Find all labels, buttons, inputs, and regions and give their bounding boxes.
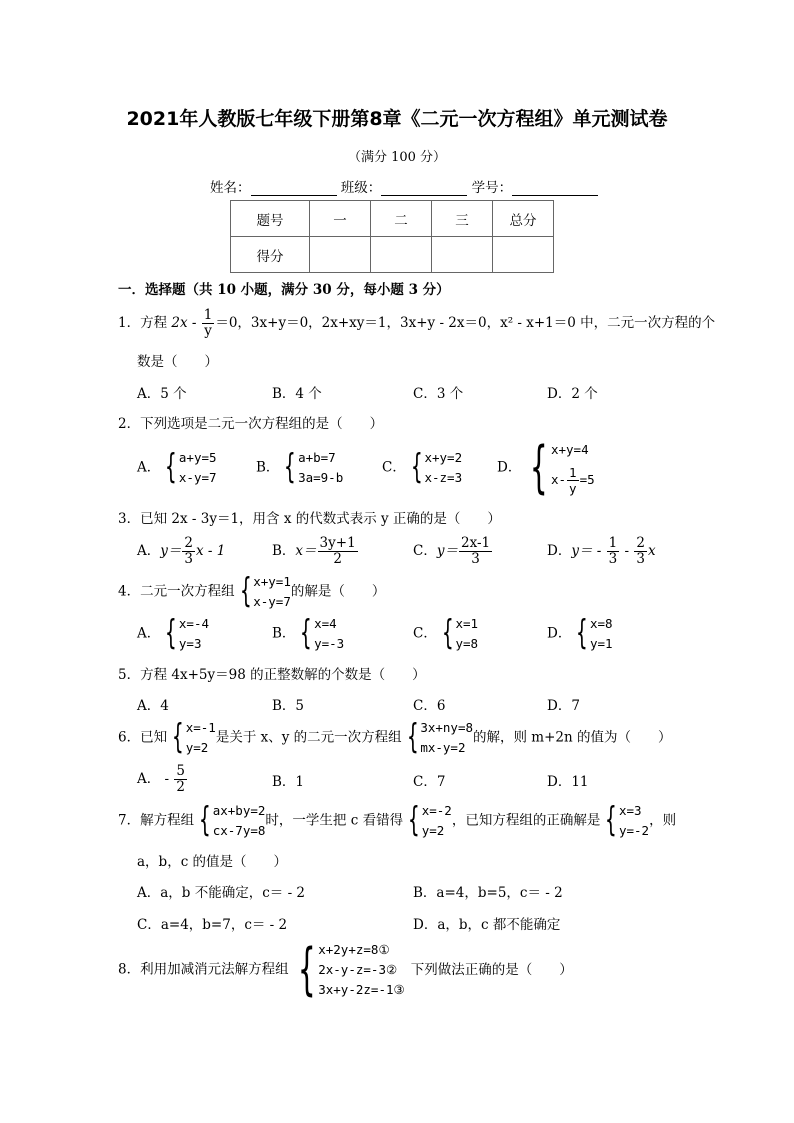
stem-text: 时，一学生把 c 看错得 — [265, 812, 404, 829]
equation-system — [406, 448, 462, 488]
equation: a+y=5 — [178, 450, 217, 465]
fraction — [318, 536, 358, 567]
option-label: B． — [272, 625, 296, 642]
class-label: 班级： — [340, 180, 382, 196]
question-2-stem: 2．下列选项是二元一次方程组的是（ ） — [118, 416, 384, 432]
expr-part: x — [647, 543, 656, 559]
equation-system — [194, 801, 265, 841]
fraction-numerator: 2x-1 — [460, 535, 491, 551]
stem-text: 6．已知 — [118, 729, 168, 746]
left-brace: { — [576, 613, 589, 653]
expr-part: y＝ - — [571, 543, 606, 559]
equation: y=2 — [185, 740, 209, 755]
fraction-denominator: y — [569, 480, 577, 496]
q7-option-a[interactable]: A．a，b 不能确定，c＝ - 2 — [137, 885, 306, 901]
q2-option-b[interactable] — [256, 448, 343, 488]
equation: y=3 — [178, 636, 202, 651]
option-label: D． — [547, 625, 572, 642]
equation-system — [167, 718, 216, 758]
score-cell[interactable] — [432, 237, 493, 273]
equation: x+y=4 — [550, 442, 589, 458]
equation: x=-2 — [421, 803, 452, 818]
score-table-header-row — [231, 201, 554, 237]
id-blank[interactable] — [512, 181, 598, 196]
q3-option-c[interactable] — [413, 536, 493, 567]
left-brace: { — [239, 571, 252, 611]
stem-text: 是关于 x、y 的二元一次方程组 — [215, 729, 402, 746]
equation: x+2y+z=8① — [318, 942, 390, 957]
q1-option-c[interactable]: C．3 个 — [413, 386, 464, 402]
option-label: B． — [256, 459, 280, 476]
q7-option-c[interactable]: C．a=4，b=7，c＝ - 2 — [137, 917, 288, 933]
stem-text: 的解是（ ） — [290, 583, 386, 600]
q3-option-a[interactable] — [137, 536, 225, 567]
left-brace: { — [407, 800, 420, 840]
fraction-denominator: 3 — [636, 551, 645, 567]
name-label: 姓名： — [210, 180, 251, 196]
equation: 3x+ny=8 — [420, 720, 473, 735]
expr-part: y＝ — [436, 543, 458, 559]
student-info — [210, 176, 598, 196]
stem-text: ，则 — [649, 812, 677, 829]
option-label: A． — [137, 625, 161, 642]
equation-system — [403, 801, 452, 841]
equation: 2x-y-z=-3② — [318, 962, 398, 977]
score-row-label: 得分 — [231, 237, 310, 273]
expr-part: - — [620, 543, 634, 559]
q4-option-a[interactable] — [137, 614, 209, 654]
score-table-header: 总分 — [493, 201, 554, 237]
left-brace: { — [198, 800, 211, 840]
q4-option-d[interactable] — [547, 614, 613, 654]
option-label: C． — [413, 543, 437, 559]
q6-option-c[interactable]: C．7 — [413, 774, 446, 790]
q6-option-d[interactable]: D．11 — [547, 774, 589, 790]
left-brace: { — [297, 937, 316, 1002]
equation: x-z=3 — [424, 470, 463, 485]
expr-part: y＝ — [160, 543, 182, 559]
equation: y=1 — [589, 636, 613, 651]
left-brace: { — [605, 800, 618, 840]
stem-text: ，已知方程组的正确解是 — [451, 812, 601, 829]
q2-option-a[interactable] — [137, 448, 217, 488]
option-label: C． — [382, 459, 406, 476]
class-blank[interactable] — [381, 181, 467, 196]
fraction — [459, 536, 492, 567]
q1-fraction — [202, 308, 215, 339]
expr-part: x - 1 — [195, 543, 226, 559]
q1-option-a[interactable]: A．5 个 — [137, 386, 187, 402]
page-title: 2021年人教版七年级下册第8章《二元一次方程组》单元测试卷 — [126, 108, 668, 130]
id-label: 学号： — [471, 180, 513, 196]
equation: x-y=7 — [178, 470, 217, 485]
question-8-stem — [118, 937, 573, 1002]
equation: x+y=2 — [424, 450, 463, 465]
equation-part: x- — [550, 471, 567, 487]
fraction — [607, 536, 620, 567]
fraction-denominator: 3 — [608, 551, 618, 567]
fraction-numerator: 5 — [176, 763, 185, 779]
stem-text: 7．解方程组 — [118, 812, 195, 829]
equation-system — [160, 448, 216, 488]
left-brace: { — [165, 447, 178, 487]
score-table — [230, 200, 554, 273]
question-6-stem — [118, 718, 671, 758]
option-label: A． — [137, 459, 161, 476]
fraction-numerator: 1 — [203, 307, 213, 323]
question-7-stem — [118, 801, 676, 841]
equation — [551, 465, 595, 496]
left-brace: { — [410, 447, 423, 487]
option-label: D． — [497, 459, 522, 476]
score-cell[interactable] — [493, 237, 554, 273]
q3-option-b[interactable] — [272, 536, 359, 567]
equation: 3x+y-2z=-1③ — [318, 982, 405, 997]
equation: y=2 — [421, 823, 445, 838]
equation-system — [402, 718, 473, 758]
fraction-denominator: 3 — [471, 551, 480, 567]
equation: y=8 — [455, 636, 479, 651]
left-brace: { — [165, 613, 178, 653]
question-3-stem: 3．已知 2x - 3y＝1，用含 x 的代数式表示 y 正确的是（ ） — [118, 511, 501, 527]
stem-text: 4．二元一次方程组 — [118, 583, 235, 600]
fraction-numerator: 3y+1 — [319, 535, 356, 551]
option-label: B． — [272, 543, 296, 559]
q6-option-a[interactable] — [137, 764, 188, 795]
question-1-stem — [118, 308, 715, 339]
fraction-numerator: 2 — [184, 535, 193, 551]
left-brace: { — [171, 717, 184, 757]
left-brace: { — [406, 717, 419, 757]
equation-system — [571, 614, 612, 654]
score-table-header: 二 — [371, 201, 432, 237]
q3-option-d[interactable] — [547, 536, 656, 567]
q1-option-b[interactable]: B．4 个 — [272, 386, 322, 402]
equation: x=1 — [455, 616, 479, 631]
fraction-denominator: 3 — [184, 551, 193, 567]
fraction-denominator: y — [204, 323, 212, 339]
equation-system — [289, 937, 405, 1002]
score-table-header: 三 — [432, 201, 493, 237]
section-heading: 一．选择题（共 10 小题，满分 30 分，每小题 3 分） — [118, 282, 450, 298]
equation-system — [521, 435, 595, 500]
q7-option-d[interactable]: D．a，b，c 都不能确定 — [413, 917, 561, 933]
equation: mx-y=2 — [420, 740, 466, 755]
equation-system — [235, 572, 291, 612]
question-1-stem-cont: 数是（ ） — [137, 354, 218, 370]
equation: a+b=7 — [298, 450, 336, 465]
expr-part: x＝ — [295, 543, 317, 559]
fraction-numerator: 1 — [569, 464, 577, 480]
q5-option-d[interactable]: D．7 — [547, 698, 580, 714]
equation: x-y=7 — [253, 594, 291, 609]
left-brace: { — [284, 447, 297, 487]
fraction — [634, 536, 647, 567]
score-table-header: 一 — [310, 201, 371, 237]
q1-option-d[interactable]: D．2 个 — [547, 386, 598, 402]
q2-option-d[interactable] — [497, 435, 595, 500]
name-blank[interactable] — [251, 181, 337, 196]
q1-number: 1．方程 — [118, 315, 172, 331]
equation-system — [295, 614, 344, 654]
q1-text: ＝0，3x+y＝0，2x+xy＝1，3x+y - 2x＝0，x² - x+1＝0 中，二元一次方程的个 — [215, 315, 716, 331]
equation: 3a=9-b — [298, 470, 344, 485]
q4-option-c[interactable] — [413, 614, 478, 654]
equation: x=8 — [589, 616, 613, 631]
q5-option-c[interactable]: C．6 — [413, 698, 446, 714]
equation: x=-1 — [185, 720, 216, 735]
option-label: C． — [413, 625, 437, 642]
question-4-stem — [118, 572, 385, 612]
fraction-numerator: 1 — [608, 535, 618, 551]
option-label: D． — [547, 543, 572, 559]
stem-text: 下列做法正确的是（ ） — [410, 961, 573, 978]
equation-part: =5 — [579, 471, 595, 487]
equation: y=-3 — [314, 636, 345, 651]
fraction — [567, 465, 579, 496]
equation: cx-7y=8 — [212, 823, 266, 838]
q5-option-b[interactable]: B．5 — [272, 698, 305, 714]
equation-system — [600, 801, 649, 841]
equation: ax+by=2 — [212, 803, 266, 818]
equation: x=-4 — [178, 616, 209, 631]
score-table-header: 题号 — [231, 201, 310, 237]
fraction — [174, 764, 187, 795]
full-score-note: （满分 100 分） — [347, 150, 447, 165]
expr-part: - — [160, 771, 174, 787]
fraction-numerator: 2 — [636, 535, 645, 551]
score-cell[interactable] — [371, 237, 432, 273]
left-brace: { — [530, 435, 549, 500]
question-7-stem-cont: a，b，c 的值是（ ） — [137, 854, 288, 870]
left-brace: { — [441, 613, 454, 653]
equation-system — [279, 448, 343, 488]
equation: x+y=1 — [253, 574, 291, 589]
option-label: A． — [137, 771, 161, 787]
q7-option-b[interactable]: B．a=4，b=5，c＝ - 2 — [413, 885, 563, 901]
equation-system — [437, 614, 478, 654]
fraction-denominator: 2 — [176, 779, 185, 795]
equation: x=3 — [618, 803, 642, 818]
stem-text: 8．利用加减消元法解方程组 — [118, 961, 289, 978]
left-brace: { — [300, 613, 313, 653]
fraction-denominator: 2 — [333, 551, 342, 567]
equation: x=4 — [314, 616, 337, 631]
stem-text: 的解，则 m+2n 的值为（ ） — [473, 729, 672, 746]
fraction — [182, 536, 195, 567]
question-5-stem: 5．方程 4x+5y＝98 的正整数解的个数是（ ） — [118, 667, 426, 683]
q1-expr: 2x - — [171, 315, 201, 331]
q5-option-a[interactable]: A．4 — [137, 698, 169, 714]
equation: y=-2 — [618, 823, 650, 838]
score-table-row — [231, 237, 554, 273]
q2-option-c[interactable] — [382, 448, 462, 488]
q6-option-b[interactable]: B．1 — [272, 774, 305, 790]
equation-system — [160, 614, 209, 654]
q4-option-b[interactable] — [272, 614, 344, 654]
score-cell[interactable] — [310, 237, 371, 273]
option-label: A． — [137, 543, 161, 559]
